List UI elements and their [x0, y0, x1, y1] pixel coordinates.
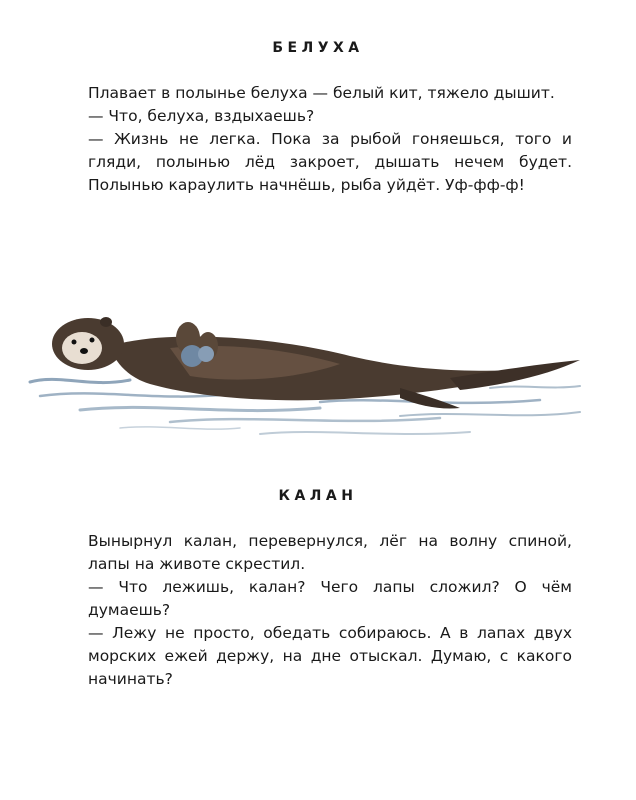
beluga-dialog-line: — Что, белуха, вздыхаешь?	[88, 107, 315, 125]
beluga-story	[88, 82, 572, 197]
otter-dialog-line: — Лежу не просто, обедать собираюсь. А в лапах двух морских ежей держу, на дне отыскал. Думаю, с какого начинать?	[88, 624, 572, 688]
otter-story	[88, 530, 572, 691]
sea-otter-illustration	[20, 298, 590, 458]
beluga-paragraph: Плавает в полынье белуха — белый кит, тяжело дышит.	[88, 84, 555, 102]
otter-title: КАЛАН	[278, 488, 358, 504]
otter-dialog-line: — Что лежишь, калан? Чего лапы сложил? О чём думаешь?	[88, 578, 572, 619]
beluga-title: БЕЛУХА	[272, 40, 364, 56]
beluga-dialog-line: — Жизнь не легка. Пока за рыбой гоняешься, того и гляди, полынью лёд закроет, дышать нечем будет. Полынью караулить начнёшь, рыба уйдёт. Уф-фф-ф!	[88, 130, 572, 194]
otter-paragraph: Вынырнул калан, перевернулся, лёг на волну спиной, лапы на животе скрестил.	[88, 532, 572, 573]
